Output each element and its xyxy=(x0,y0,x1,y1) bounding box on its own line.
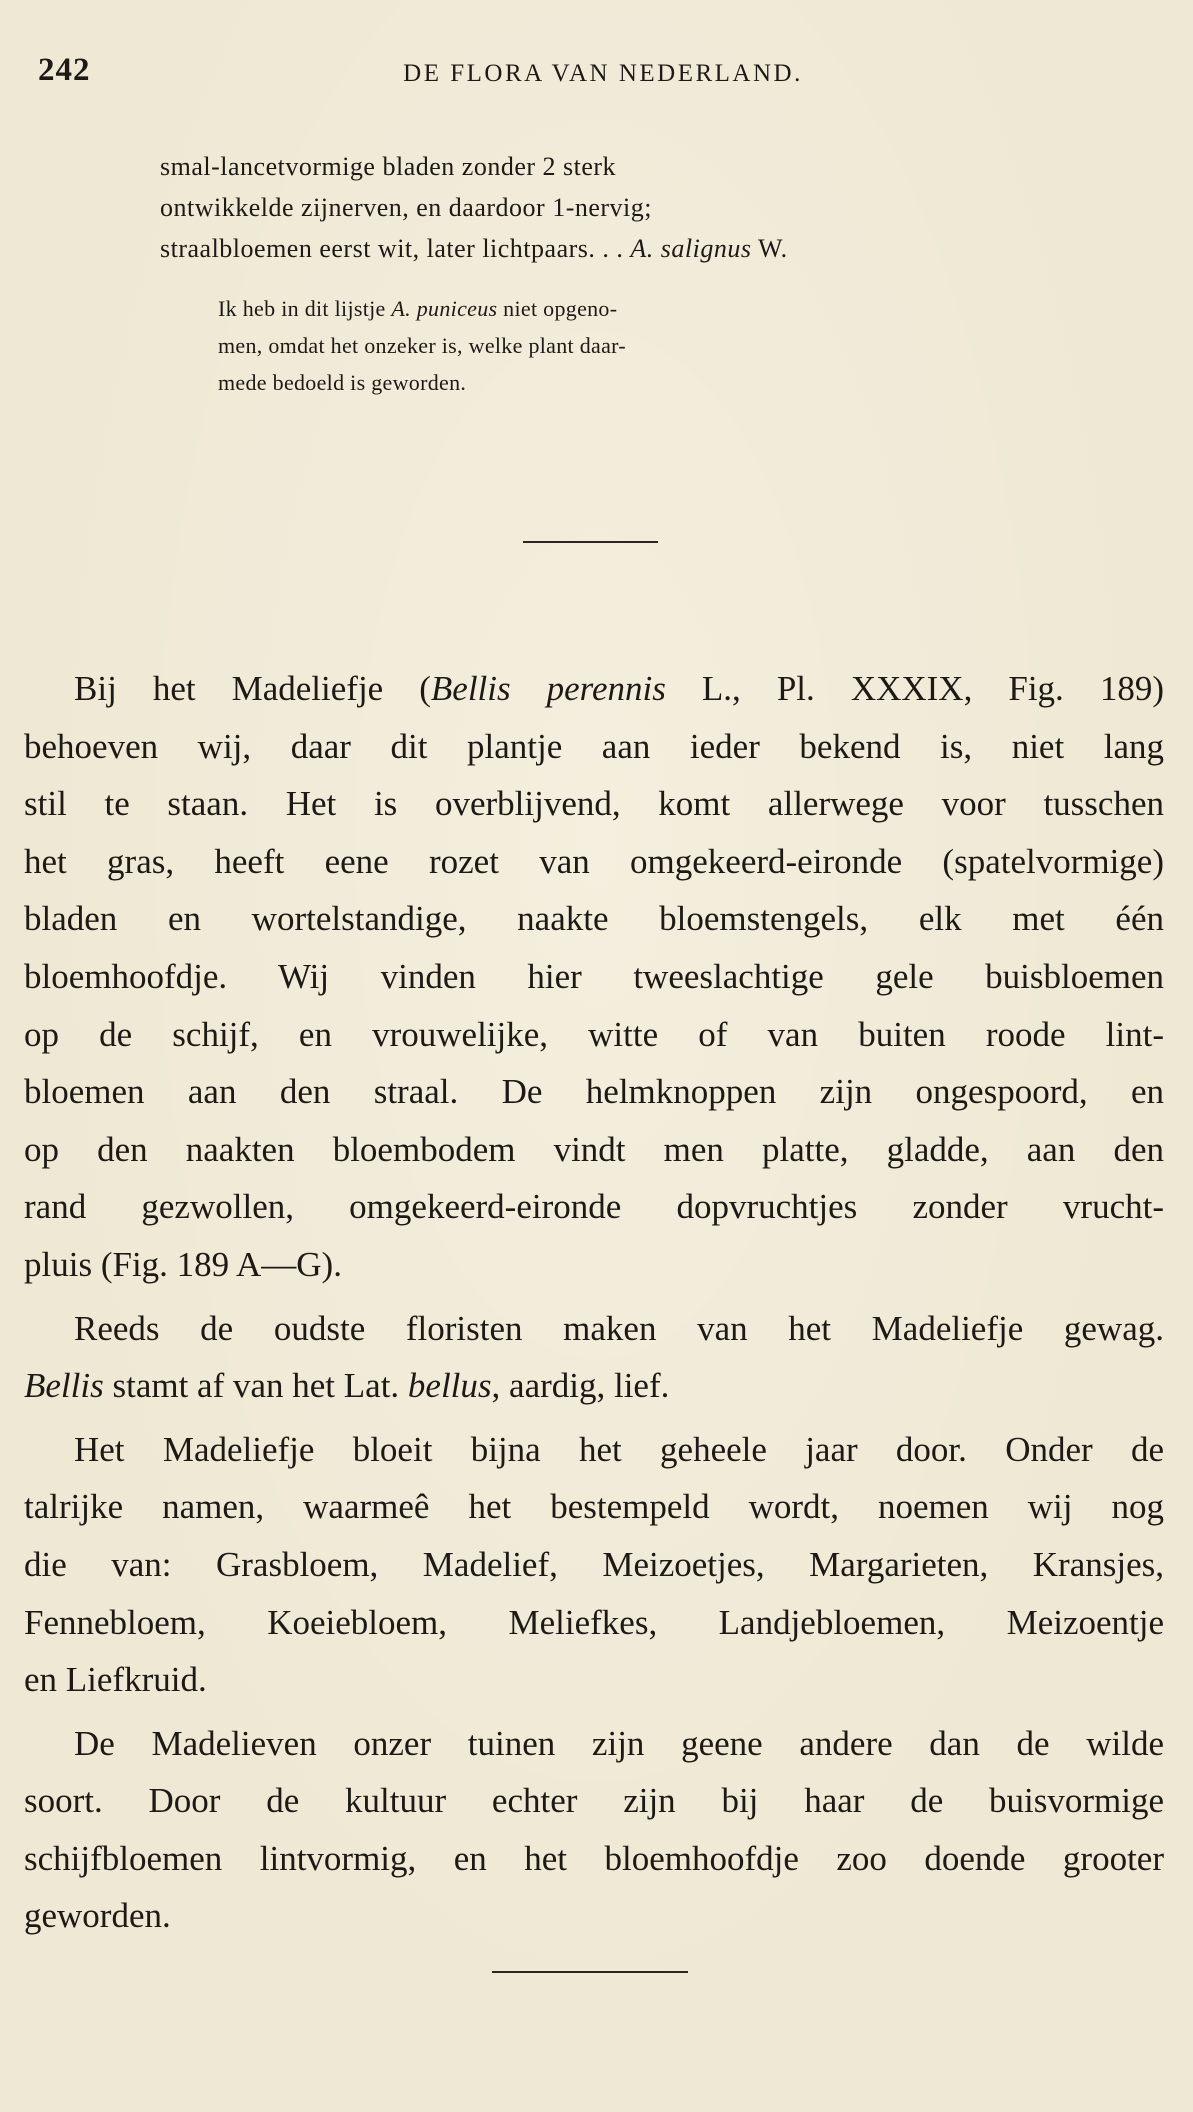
text-run: L., Pl. XXXIX, Fig. 189) xyxy=(665,669,1164,708)
text-line: Fennebloem, Koeiebloem, Meliefkes, Landjebloemen, Meizoentje xyxy=(24,1602,1164,1642)
species-name: Bellis perennis xyxy=(430,669,666,708)
paragraph-bellis-description xyxy=(24,660,1164,1294)
text-run: , aardig, lief. xyxy=(491,1366,670,1406)
key-entry-line xyxy=(160,228,1060,269)
text-line: het gras, heeft eene rozet van omgekeerd-eironde (spatelvormige) xyxy=(24,841,1164,881)
key-note-text: Ik heb in dit lijstje xyxy=(218,296,392,321)
text-line: bloemhoofdje. Wij vinden hier tweeslachtige gele buisbloemen xyxy=(24,956,1164,996)
text-line: Reeds de oudste floristen maken van het Madeliefje gewag. xyxy=(74,1308,1164,1348)
text-line: rand gezwollen, omgekeerd-eironde dopvruchtjes zonder vrucht- xyxy=(24,1187,1164,1227)
running-title: DE FLORA VAN NEDERLAND. xyxy=(403,60,803,87)
text-line: schijfbloemen lintvormig, en het bloemhoofdje zoo doende grooter xyxy=(24,1838,1164,1878)
text-line: bloemen aan den straal. De helmknoppen zijn ongespoord, en xyxy=(24,1072,1164,1112)
text-run: Bij het Madeliefje ( xyxy=(74,669,431,708)
key-entry-text: straalbloemen eerst wit, later lichtpaars. . . xyxy=(160,234,631,263)
text-line: De Madelieven onzer tuinen zijn geene andere dan de wilde xyxy=(74,1723,1164,1763)
latin-word: bellus xyxy=(407,1366,492,1406)
species-name: A. salignus xyxy=(630,234,752,263)
text-line: geworden. xyxy=(24,1896,171,1936)
text-line: stil te staan. Het is overblijvend, komt allerwege voor tusschen xyxy=(24,784,1164,824)
key-note-line: mede bedoeld is geworden. xyxy=(218,370,467,395)
page-number: 242 xyxy=(38,52,91,88)
key-entry xyxy=(160,146,1060,269)
key-entry-line: smal-lancetvormige bladen zonder 2 sterk xyxy=(160,152,617,181)
species-name: A. puniceus xyxy=(391,296,498,321)
key-note xyxy=(218,290,918,401)
key-note-line xyxy=(218,290,918,327)
key-note-text: niet opgeno- xyxy=(497,296,618,321)
paragraph-cultivation xyxy=(24,1715,1164,1945)
text-line xyxy=(24,1357,1164,1415)
text-line: Het Madeliefje bloeit bijna het geheele jaar door. Onder de xyxy=(74,1429,1164,1469)
body-text xyxy=(24,660,1164,1945)
text-line: soort. Door de kultuur echter zijn bij haar de buisvormige xyxy=(24,1781,1164,1821)
text-line: die van: Grasbloem, Madelief, Meizoetjes, Margarieten, Kransjes, xyxy=(24,1544,1164,1584)
running-head xyxy=(38,52,1168,102)
text-line: bladen en wortelstandige, naakte bloemstengels, elk met één xyxy=(24,899,1164,939)
text-line: talrijke namen, waarmeê het bestempeld wordt, noemen wij nog xyxy=(24,1487,1164,1527)
section-divider xyxy=(492,1971,688,1973)
section-divider xyxy=(523,541,658,543)
text-line: op de schijf, en vrouwelijke, witte of van buiten roode lint- xyxy=(24,1014,1164,1054)
genus-name: Bellis xyxy=(24,1366,104,1406)
paragraph-vernacular-names xyxy=(24,1421,1164,1709)
species-author: W. xyxy=(751,234,788,263)
text-line: op den naakten bloembodem vindt men platte, gladde, aan den xyxy=(24,1129,1164,1169)
paragraph-etymology xyxy=(24,1300,1164,1415)
text-line: pluis (Fig. 189 A—G). xyxy=(24,1244,342,1284)
key-note-line: men, omdat het onzeker is, welke plant daar- xyxy=(218,333,626,358)
text-run: stamt af van het Lat. xyxy=(103,1366,408,1406)
text-line: en Liefkruid. xyxy=(24,1660,207,1700)
text-line xyxy=(24,660,1164,718)
text-line: behoeven wij, daar dit plantje aan ieder bekend is, niet lang xyxy=(24,726,1164,766)
key-entry-line: ontwikkelde zijnerven, en daardoor 1-nervig; xyxy=(160,193,652,222)
